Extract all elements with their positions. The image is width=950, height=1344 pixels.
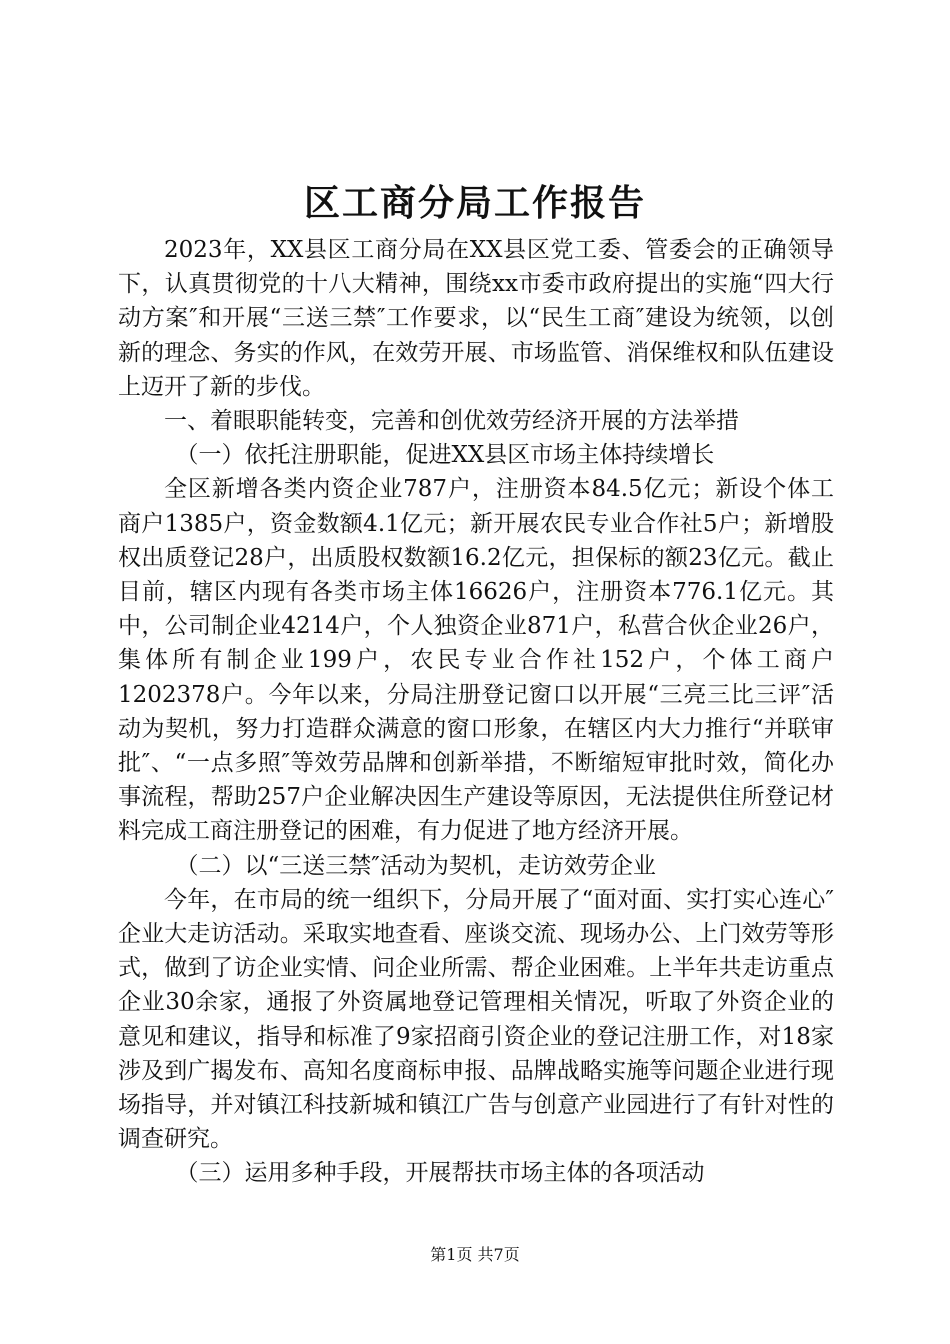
document-title: 区工商分局工作报告 [303, 182, 646, 224]
paragraph-registration: 全区新增各类内资企业787户，注册资本84.5亿元；新设个体工商户1385户，资金数额4.1亿元；新开展农民专业合作社5户；新增股权出质登记28户，出质股权数额16.2亿元，担保标的额23亿元。截止目前，辖区内现有各类市场主体16626户，注册资本776.1亿元。其中，公司制企业4214户，个人独资企业871户，私营合伙企业26户，集体所有制企业199户，农民专业合作社152户，个体工商户1202378户。今年以来，分局注册登记窗口以开展“三亮三比三评″活动为契机，努力打造群众满意的窗口形象，在辖区内大力推行“并联审批″、“一点多照″等效劳品牌和创新举措，不断缩短审批时效，简化办事流程，帮助257户企业解决因生产建设等原因，无法提供住所登记材料完成工商注册登记的困难，有力促进了地方经济开展。 [118, 476, 834, 845]
section-heading-1: 一、着眼职能转变，完善和创优效劳经济开展的方法举措 [164, 408, 739, 435]
paragraph-intro: 2023年，XX县区工商分局在XX县区党工委、管委会的正确领导下，认真贯彻党的十八大精神，围绕xx市委市政府提出的实施“四大行动方案″和开展“三送三禁″工作要求，以“民生工商″建设为统领，以创新的理念、务实的作风，在效劳开展、市场监管、消保维权和队伍建设上迈开了新的步伐。 [118, 237, 834, 400]
page-number-footer: 第1页 共7页 [430, 1245, 520, 1264]
subsection-heading-1: （一）依托注册职能，促进XX县区市场主体持续增长 [175, 442, 715, 469]
paragraph-visits: 今年，在市局的统一组织下，分局开展了“面对面、实打实心连心″企业大走访活动。采取实地查看、座谈交流、现场办公、上门效劳等形式，做到了访企业实情、问企业所需、帮企业困难。上半年共走访重点企业30余家，通报了外资属地登记管理相关情况，听取了外资企业的意见和建议，指导和标准了9家招商引资企业的登记注册工作，对18家涉及到广揭发布、高知名度商标申报、品牌战略实施等问题企业进行现场指导，并对镇江科技新城和镇江广告与创意产业园进行了有针对性的调查研究。 [118, 886, 834, 1153]
subsection-heading-2: （二）以“三送三禁″活动为契机，走访效劳企业 [175, 852, 656, 879]
document-body [118, 233, 834, 1191]
subsection-heading-3: （三）运用多种手段，开展帮扶市场主体的各项活动 [175, 1160, 705, 1187]
